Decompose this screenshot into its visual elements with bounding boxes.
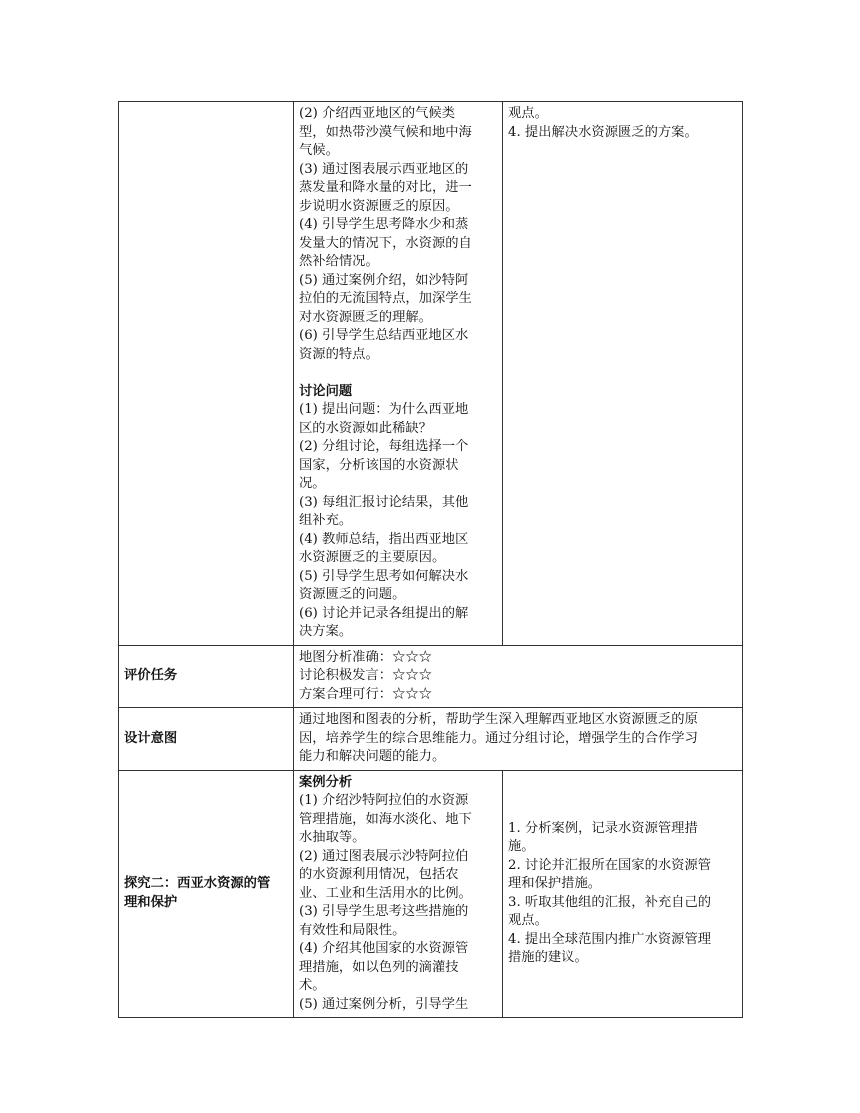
- text-line: 水资源匮乏的主要原因。: [299, 550, 446, 565]
- table-row-inquiry2: [119, 770, 743, 1018]
- rating-line: 讨论积极发言：☆☆☆: [299, 668, 432, 683]
- text-line: 术。: [299, 978, 326, 993]
- text-line: 能力和解决问题的能力。: [299, 749, 446, 764]
- text-line: 2. 讨论并汇报所在国家的水资源管: [508, 857, 712, 873]
- rating-line: 方案合理可行：☆☆☆: [299, 686, 432, 702]
- text-line: 观点。: [508, 913, 548, 929]
- text-line: 发量大的情况下，水资源的自: [299, 235, 472, 251]
- text-line: 理措施，如以色列的滴灌技: [299, 959, 459, 975]
- text-line: 因，培养学生的综合思维能力。通过分组讨论，增强学生的合作学习: [299, 730, 698, 746]
- text-line: 通过地图和图表的分析，帮助学生深入理解西亚地区水资源匮乏的原: [299, 712, 698, 727]
- text-line: 有效性和局限性。: [299, 922, 406, 938]
- text-line: 然补给情况。: [299, 254, 379, 269]
- text-line: 4. 提出全球范围内推广水资源管理: [508, 931, 712, 947]
- text-line: 国家，分析该国的水资源状: [299, 457, 459, 473]
- text-line: (4) 引导学生思考降水少和蒸: [299, 217, 469, 232]
- text-line: (4) 介绍其他国家的水资源管: [299, 941, 469, 956]
- text-line: 理和保护措施。: [508, 876, 602, 892]
- text-line: (1) 介绍沙特阿拉伯的水资源: [299, 793, 469, 808]
- text-line: (3) 通过图表展示西亚地区的: [299, 161, 469, 177]
- text-line: 气候。: [299, 143, 339, 158]
- text-line: (2) 分组讨论，每组选择一个: [299, 439, 469, 454]
- inquiry2-student-cell: [503, 770, 743, 1018]
- text-line: 措施的建议。: [508, 950, 588, 966]
- lesson-plan-table: [118, 101, 743, 1018]
- spacer: [299, 364, 497, 383]
- text-line: 组补充。: [299, 513, 353, 528]
- discussion-steps: [299, 401, 497, 642]
- text-line: 资源的特点。: [299, 346, 379, 362]
- text-line: (1) 提出问题：为什么西亚地: [299, 402, 469, 417]
- text-line: (5) 引导学生思考如何解决水: [299, 568, 469, 584]
- text-line: 业、工业和生活用水的比例。: [299, 885, 472, 901]
- discussion-heading: 讨论问题: [299, 383, 353, 399]
- text-line: 施。: [508, 839, 535, 855]
- text-line: (3) 每组汇报讨论结果，其他: [299, 494, 469, 510]
- text-line: (3) 引导学生思考这些措施的: [299, 904, 469, 919]
- inquiry2-label: [119, 770, 294, 1018]
- text-line: 观点。: [508, 106, 548, 121]
- teaching-steps: [299, 105, 497, 364]
- student-activities-cell: [503, 102, 743, 646]
- text-line: 对水资源匮乏的理解。: [299, 309, 432, 325]
- rating-line: 地图分析准确：☆☆☆: [299, 649, 432, 665]
- case-analysis-heading: 案例分析: [299, 774, 353, 790]
- text-line: 资源匮乏的问题。: [299, 587, 406, 602]
- text-line: 区的水资源如此稀缺？: [299, 420, 432, 436]
- text-line: (6) 讨论并记录各组提出的解: [299, 605, 469, 621]
- text-line: (5) 通过案例介绍，如沙特阿: [299, 272, 469, 288]
- text-line: 况。: [299, 476, 326, 491]
- text-line: 1. 分析案例，记录水资源管理措: [508, 820, 698, 836]
- inquiry2-teaching-cell: [294, 770, 503, 1018]
- text-line: (2) 介绍西亚地区的气候类: [299, 106, 456, 121]
- evaluation-label: 评价任务: [119, 645, 294, 708]
- text-line: (5) 通过案例分析，引导学生: [299, 996, 469, 1012]
- table-row-design-intent: [119, 708, 743, 771]
- evaluation-content: [294, 645, 743, 708]
- text-line: 拉伯的无流国特点，加深学生: [299, 291, 472, 306]
- design-intent-content: [294, 708, 743, 771]
- table-row-evaluation: [119, 645, 743, 708]
- text-line: 水抽取等。: [299, 830, 366, 845]
- text-line: 3. 听取其他组的汇报，补充自己的: [508, 894, 712, 910]
- teaching-activities-cell: [294, 102, 503, 646]
- label-line: 探究二：西亚水资源的管: [124, 876, 271, 892]
- text-line: (2) 通过图表展示沙特阿拉伯: [299, 848, 469, 864]
- table-row-inquiry1-continued: [119, 102, 743, 646]
- text-line: (4) 教师总结，指出西亚地区: [299, 531, 469, 547]
- text-line: 管理措施，如海水淡化、地下: [299, 811, 472, 827]
- text-line: (6) 引导学生总结西亚地区水: [299, 328, 469, 343]
- label-line: 理和保护: [124, 894, 178, 910]
- text-line: 步说明水资源匮乏的原因。: [299, 198, 459, 214]
- text-line: 蒸发量和降水量的对比，进一: [299, 180, 472, 195]
- text-line: 决方案。: [299, 624, 353, 639]
- design-intent-label: 设计意图: [119, 708, 294, 771]
- text-line: 的水资源利用情况，包括农: [299, 867, 459, 882]
- text-line: 型，如热带沙漠气候和地中海: [299, 124, 472, 140]
- text-line: 4. 提出解决水资源匮乏的方案。: [508, 124, 698, 140]
- label-cell-empty: [119, 102, 294, 646]
